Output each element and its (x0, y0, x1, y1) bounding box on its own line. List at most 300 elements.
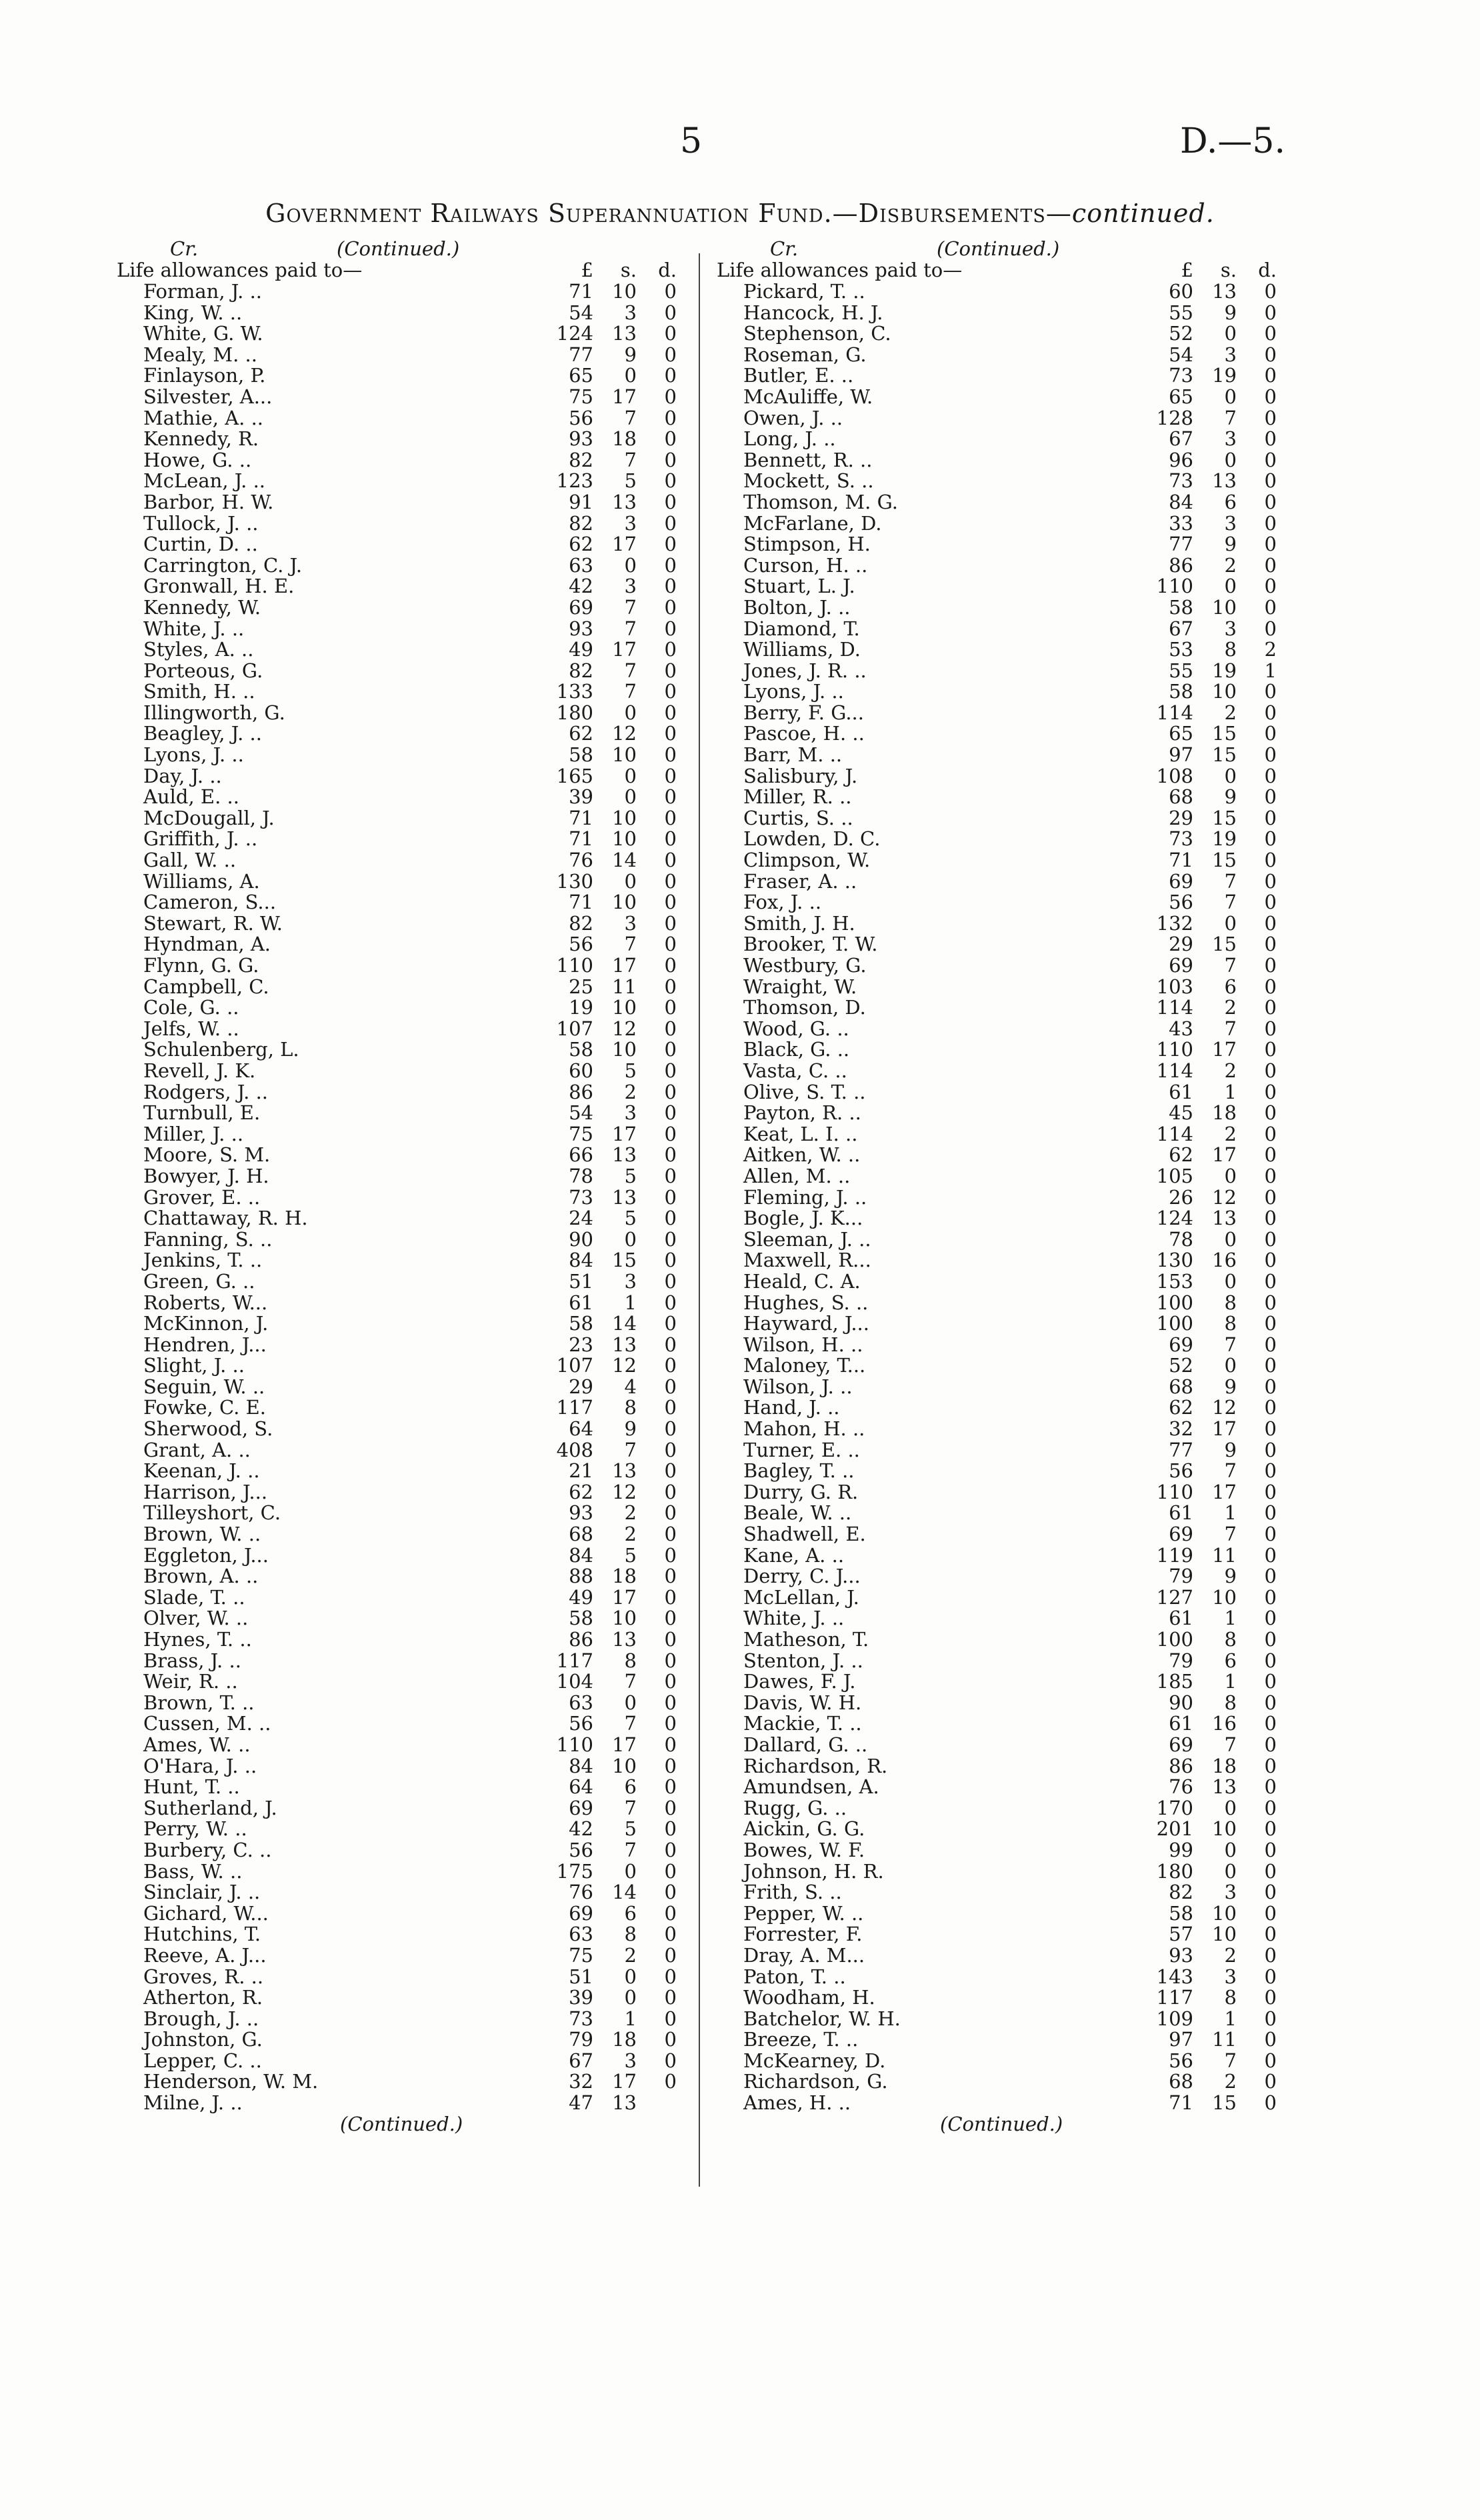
cr-label: Cr. (770, 237, 799, 260)
recipient-name: Dawes, F. J. (743, 1670, 856, 1693)
amount-pounds: 132 (1156, 911, 1193, 935)
amount-pence: 0 (1264, 827, 1277, 851)
amount-pence: 0 (664, 1038, 677, 1061)
recipient-name: O'Hara, J. .. (143, 1754, 257, 1777)
page-number: 5 (680, 121, 703, 161)
allowance-row (117, 639, 690, 661)
amount-shillings: 3 (624, 2049, 637, 2072)
page-title (0, 199, 1480, 228)
amount-pence: 0 (664, 911, 677, 935)
recipient-name: Stewart, R. W. (143, 911, 283, 935)
amount-pence: 0 (1264, 954, 1277, 977)
allowance-row (117, 850, 690, 871)
amount-shillings: 7 (1224, 869, 1237, 893)
amount-pounds: 104 (556, 1670, 593, 1693)
allowance-row (117, 1229, 690, 1251)
amount-pounds: 57 (1169, 1923, 1193, 1946)
allowance-row (717, 1124, 1290, 1145)
recipient-name: McLean, J. .. (143, 469, 266, 493)
amount-pounds: 408 (556, 1438, 593, 1461)
allowance-row (117, 597, 690, 619)
amount-shillings: 5 (624, 1207, 637, 1230)
amount-shillings: 0 (1224, 1859, 1237, 1883)
amount-pence: 0 (1264, 996, 1277, 1019)
amount-pounds: 19 (569, 996, 593, 1019)
amount-pence: 0 (664, 427, 677, 451)
recipient-name: Illingworth, G. (143, 701, 285, 724)
amount-pounds: 84 (569, 1249, 593, 1272)
recipient-name: Bowyer, J. H. (143, 1164, 269, 1187)
amount-pence: 0 (1264, 722, 1277, 745)
allowance-row (717, 1566, 1290, 1587)
amount-pence: 0 (664, 1543, 677, 1567)
amount-pounds: 82 (569, 511, 593, 535)
allowance-row (717, 1735, 1290, 1756)
amount-pounds: 63 (569, 1923, 593, 1946)
amount-pence: 0 (1264, 1775, 1277, 1799)
amount-shillings: 15 (1212, 806, 1237, 829)
allowance-row (117, 1756, 690, 1777)
amount-pounds: 73 (1169, 364, 1193, 387)
amount-pence: 0 (664, 975, 677, 998)
amount-pounds: 55 (1169, 301, 1193, 324)
amount-pounds: 201 (1156, 1817, 1193, 1841)
amount-pounds: 64 (569, 1417, 593, 1441)
allowance-row (717, 1693, 1290, 1714)
amount-shillings: 17 (612, 638, 637, 661)
amount-pence: 0 (664, 1733, 677, 1756)
amount-pounds: 62 (569, 1480, 593, 1503)
amount-pence: 0 (1264, 1038, 1277, 1061)
recipient-name: Richardson, R. (743, 1754, 888, 1777)
amount-pence: 0 (664, 1943, 677, 1967)
allowance-row (117, 1587, 690, 1609)
recipient-name: Jones, J. R. .. (743, 659, 867, 682)
recipient-name: Thomson, D. (743, 996, 866, 1019)
amount-shillings: 17 (612, 2070, 637, 2093)
allowance-row (717, 808, 1290, 829)
amount-pence: 0 (1264, 1733, 1277, 1756)
allowance-row (117, 661, 690, 682)
amount-pounds: 56 (1169, 891, 1193, 914)
amount-pence: 0 (1264, 2070, 1277, 2093)
allowance-row (717, 429, 1290, 450)
allowance-row (717, 892, 1290, 913)
recipient-name: Bass, W. .. (143, 1859, 243, 1883)
allowance-row (717, 619, 1290, 640)
amount-pounds: 56 (569, 1712, 593, 1735)
recipient-name: Slade, T. .. (143, 1585, 245, 1609)
amount-pounds: 56 (569, 1838, 593, 1861)
amount-shillings: 18 (612, 427, 637, 451)
amount-pounds: 60 (569, 1059, 593, 1082)
amount-pounds: 117 (556, 1396, 593, 1419)
allowance-row (717, 1271, 1290, 1293)
amount-pounds: 63 (569, 553, 593, 577)
amount-shillings: 2 (1224, 1943, 1237, 1967)
amount-pence: 0 (1264, 1438, 1277, 1461)
amount-pounds: 54 (569, 1101, 593, 1125)
allowance-row (117, 1461, 690, 1482)
allowance-row (117, 1924, 690, 1945)
recipient-name: Brown, T. .. (143, 1691, 255, 1714)
amount-pounds: 71 (1169, 849, 1193, 872)
amount-pounds: 110 (1156, 1480, 1193, 1503)
amount-shillings: 0 (624, 1227, 637, 1251)
amount-pence: 0 (1264, 553, 1277, 577)
recipient-name: McAuliffe, W. (743, 385, 873, 408)
amount-pounds: 58 (569, 1038, 593, 1061)
amount-pence: 0 (1264, 1080, 1277, 1103)
recipient-name: Stuart, L. J. (743, 575, 855, 598)
cr-label: Cr. (170, 237, 199, 260)
allowance-row (117, 1945, 690, 1967)
recipient-name: Lyons, J. .. (743, 680, 844, 703)
amount-pence: 0 (1264, 1859, 1277, 1883)
amount-pence: 0 (1264, 1881, 1277, 1904)
allowance-row (117, 703, 690, 724)
amount-pounds: 67 (569, 2049, 593, 2072)
allowance-row (717, 1397, 1290, 1419)
amount-pence: 0 (664, 1986, 677, 2009)
amount-shillings: 13 (612, 2091, 637, 2115)
allowance-row (717, 1503, 1290, 1524)
amount-shillings: 2 (1224, 1122, 1237, 1145)
recipient-name: Smith, J. H. (743, 911, 855, 935)
recipient-name: Matheson, T. (743, 1628, 869, 1651)
amount-shillings: 0 (1224, 322, 1237, 345)
amount-pounds: 75 (569, 1122, 593, 1145)
right-allowance-list (717, 281, 1290, 2114)
allowance-row (717, 1187, 1290, 1209)
amount-pence: 0 (664, 2007, 677, 2030)
amount-pounds: 24 (569, 1207, 593, 1230)
amount-pence: 0 (664, 1859, 677, 1883)
recipient-name: Auld, E. .. (143, 785, 239, 809)
allowance-row (717, 681, 1290, 703)
amount-pounds: 93 (569, 1501, 593, 1525)
amount-pence: 0 (664, 1965, 677, 1988)
allowance-row (717, 408, 1290, 429)
amount-shillings: 7 (624, 1438, 637, 1461)
recipient-name: Kane, A. .. (743, 1543, 845, 1567)
amount-pence: 0 (1264, 1838, 1277, 1861)
amount-pence: 0 (1264, 743, 1277, 767)
amount-pounds: 170 (1156, 1796, 1193, 1819)
allowance-row (117, 1967, 690, 1988)
amount-pence: 0 (664, 1712, 677, 1735)
allowance-row (717, 1987, 1290, 2009)
recipient-name: Jenkins, T. .. (143, 1249, 263, 1272)
amount-pounds: 26 (1169, 1185, 1193, 1209)
amount-pence: 0 (664, 1375, 677, 1398)
allowance-row (117, 1271, 690, 1293)
recipient-name: Pickard, T. .. (743, 280, 865, 303)
recipient-name: Breeze, T. .. (743, 2028, 859, 2051)
recipient-name: Barr, M. .. (743, 743, 843, 767)
amount-pence: 0 (1264, 1817, 1277, 1841)
recipient-name: McKinnon, J. (143, 1312, 269, 1335)
amount-shillings: 1 (1224, 1607, 1237, 1630)
amount-pence: 0 (1264, 1986, 1277, 2009)
amount-pence: 0 (1264, 1269, 1277, 1293)
amount-pounds: 56 (1169, 1459, 1193, 1483)
amount-pounds: 61 (569, 1291, 593, 1314)
amount-pounds: 56 (1169, 2049, 1193, 2072)
amount-shillings: 5 (624, 1059, 637, 1082)
amount-shillings: 13 (612, 1628, 637, 1651)
recipient-name: Henderson, W. M. (143, 2070, 319, 2093)
amount-pence: 0 (664, 701, 677, 724)
amount-pence: 0 (1264, 406, 1277, 429)
amount-pence: 0 (1264, 806, 1277, 829)
recipient-name: Ames, H. .. (743, 2091, 851, 2115)
amount-pence: 0 (664, 385, 677, 408)
amount-pence: 0 (664, 1923, 677, 1946)
amount-shillings: 10 (1212, 1817, 1237, 1841)
recipient-name: Carrington, C. J. (143, 553, 303, 577)
recipient-name: Wilson, H. .. (743, 1333, 863, 1356)
amount-pounds: 73 (1169, 469, 1193, 493)
recipient-name: Roseman, G. (743, 343, 867, 366)
recipient-name: Williams, D. (743, 638, 861, 661)
shillings-header: s. (620, 259, 637, 281)
recipient-name: Miller, R. .. (743, 785, 852, 809)
amount-shillings: 14 (612, 849, 637, 872)
amount-pounds: 91 (569, 490, 593, 513)
amount-pounds: 71 (569, 827, 593, 851)
recipient-name: Brown, W. .. (143, 1523, 261, 1546)
recipient-name: Dallard, G. .. (743, 1733, 868, 1756)
amount-pence: 0 (1264, 701, 1277, 724)
allowance-row (717, 365, 1290, 387)
amount-pence: 0 (664, 1501, 677, 1525)
recipient-name: Seguin, W. .. (143, 1375, 265, 1398)
amount-pence: 0 (664, 1080, 677, 1103)
allowance-row (117, 997, 690, 1019)
amount-shillings: 18 (1212, 1754, 1237, 1777)
amount-pence: 0 (664, 301, 677, 324)
allowance-row (717, 934, 1290, 955)
allowance-row (117, 1482, 690, 1503)
allowance-row (717, 1882, 1290, 1903)
allowance-row (117, 2051, 690, 2072)
allowance-row (717, 850, 1290, 871)
allowance-row (717, 1608, 1290, 1629)
amount-pence: 0 (664, 1207, 677, 1230)
allowance-row (717, 1355, 1290, 1377)
amount-pence: 2 (1264, 638, 1277, 661)
amount-shillings: 12 (612, 722, 637, 745)
amount-pence: 0 (664, 1333, 677, 1356)
allowance-row (117, 1124, 690, 1145)
amount-shillings: 0 (624, 785, 637, 809)
amount-pounds: 52 (1169, 1354, 1193, 1377)
allowance-row (117, 429, 690, 450)
amount-shillings: 13 (612, 1459, 637, 1483)
title-main: Government Railways Superannuation Fund.—Disbursements— (265, 199, 1072, 228)
amount-shillings: 0 (624, 364, 637, 387)
allowance-row (117, 766, 690, 787)
amount-pence: 0 (1264, 1207, 1277, 1230)
amount-pence: 0 (664, 1691, 677, 1714)
recipient-name: Johnston, G. (143, 2028, 263, 2051)
allowance-row (117, 1208, 690, 1229)
allowance-row (117, 1019, 690, 1040)
amount-pounds: 73 (569, 1185, 593, 1209)
amount-pence: 0 (664, 1396, 677, 1419)
amount-pence: 0 (664, 448, 677, 471)
amount-shillings: 9 (1224, 301, 1237, 324)
amount-pounds: 86 (569, 1628, 593, 1651)
amount-pounds: 61 (1169, 1712, 1193, 1735)
allowance-row (717, 787, 1290, 808)
allowance-row (717, 1377, 1290, 1398)
amount-pence: 0 (1264, 975, 1277, 998)
amount-shillings: 1 (1224, 2007, 1237, 2030)
right-column-heading (717, 239, 1290, 260)
amount-pence: 0 (1264, 1965, 1277, 1988)
allowance-row (717, 871, 1290, 893)
allowance-row (117, 1503, 690, 1524)
recipient-name: Atherton, R. (143, 1986, 263, 2009)
left-allowance-list (117, 281, 690, 2114)
allowance-row (117, 1693, 690, 1714)
amount-pence: 0 (664, 1459, 677, 1483)
allowance-row (717, 2071, 1290, 2093)
amount-shillings: 7 (624, 406, 637, 429)
allowance-row (717, 1945, 1290, 1967)
amount-pounds: 68 (1169, 1375, 1193, 1398)
allowance-row (117, 1250, 690, 1271)
allowance-row (117, 1039, 690, 1061)
amount-pence: 0 (664, 1269, 677, 1293)
amount-pence: 0 (1264, 680, 1277, 703)
amount-shillings: 12 (612, 1480, 637, 1503)
recipient-name: Lepper, C. .. (143, 2049, 262, 2072)
amount-pence: 0 (1264, 1943, 1277, 1967)
amount-pounds: 96 (1169, 448, 1193, 471)
amount-pounds: 23 (569, 1333, 593, 1356)
amount-pounds: 58 (569, 1312, 593, 1335)
recipient-name: Shadwell, E. (743, 1523, 866, 1546)
amount-pence: 0 (664, 1754, 677, 1777)
amount-pounds: 180 (556, 701, 593, 724)
amount-pounds: 69 (569, 595, 593, 619)
allowance-row (117, 450, 690, 471)
amount-pounds: 58 (1169, 595, 1193, 619)
amount-shillings: 0 (1224, 385, 1237, 408)
recipient-name: McLellan, J. (743, 1585, 859, 1609)
allowance-row (117, 913, 690, 935)
allowance-row (117, 576, 690, 597)
recipient-name: Hand, J. .. (743, 1396, 840, 1419)
recipient-name: Mackie, T. .. (743, 1712, 862, 1735)
amount-shillings: 0 (624, 701, 637, 724)
amount-pounds: 25 (569, 975, 593, 998)
amount-pence: 0 (1264, 1754, 1277, 1777)
amount-shillings: 0 (624, 1691, 637, 1714)
pounds-header: £ (1181, 259, 1193, 281)
amount-pence: 0 (1264, 1396, 1277, 1419)
recipient-name: Johnson, H. R. (743, 1859, 884, 1883)
recipient-name: Wilson, J. .. (743, 1375, 853, 1398)
allowance-row (717, 576, 1290, 597)
amount-shillings: 3 (624, 1101, 637, 1125)
amount-shillings: 18 (612, 2028, 637, 2051)
amount-shillings: 0 (1224, 575, 1237, 598)
amount-pence: 0 (1264, 1122, 1277, 1145)
amount-shillings: 8 (1224, 1691, 1237, 1714)
recipient-name: Pascoe, H. .. (743, 722, 865, 745)
amount-shillings: 7 (1224, 1459, 1237, 1483)
recipient-name: Sutherland, J. (143, 1796, 277, 1819)
amount-pounds: 100 (1156, 1291, 1193, 1314)
recipient-name: Mockett, S. .. (743, 469, 874, 493)
amount-shillings: 3 (624, 575, 637, 598)
amount-pounds: 82 (569, 659, 593, 682)
allowance-row (117, 2071, 690, 2093)
amount-pounds: 29 (1169, 933, 1193, 956)
pounds-header: £ (581, 259, 593, 281)
amount-pence: 0 (1264, 595, 1277, 619)
amount-shillings: 8 (1224, 1291, 1237, 1314)
amount-shillings: 3 (1224, 511, 1237, 535)
allowance-row (717, 471, 1290, 492)
amount-pounds: 175 (556, 1859, 593, 1883)
recipient-name: Tullock, J. .. (143, 511, 259, 535)
allowance-row (717, 1545, 1290, 1567)
pence-header: d. (658, 259, 677, 281)
allowance-row (117, 408, 690, 429)
recipient-name: Vasta, C. .. (743, 1059, 847, 1082)
amount-shillings: 10 (1212, 595, 1237, 619)
amount-pounds: 75 (569, 1943, 593, 1967)
recipient-name: Curtis, S. .. (743, 806, 853, 829)
recipient-name: Brass, J. .. (143, 1649, 241, 1672)
amount-pence: 0 (1264, 764, 1277, 787)
amount-pence: 0 (1264, 1375, 1277, 1398)
amount-pounds: 49 (569, 1585, 593, 1609)
amount-pounds: 77 (569, 343, 593, 366)
amount-pence: 0 (1264, 911, 1277, 935)
amount-pounds: 56 (569, 933, 593, 956)
amount-pence: 0 (664, 996, 677, 1019)
amount-shillings: 7 (1224, 406, 1237, 429)
recipient-name: Salisbury, J. (743, 764, 858, 787)
amount-pence: 0 (1264, 301, 1277, 324)
recipient-name: Bowes, W. F. (743, 1838, 865, 1861)
amount-shillings: 13 (612, 322, 637, 345)
allowance-row (717, 387, 1290, 408)
amount-shillings: 9 (1224, 785, 1237, 809)
allowance-row (117, 808, 690, 829)
amount-pence: 0 (664, 933, 677, 956)
amount-shillings: 3 (1224, 1881, 1237, 1904)
allowance-row (117, 1397, 690, 1419)
amount-pence: 0 (664, 595, 677, 619)
allowance-row (117, 1882, 690, 1903)
recipient-name: Hunt, T. .. (143, 1775, 240, 1799)
amount-shillings: 7 (1224, 954, 1237, 977)
amount-pence: 0 (1264, 785, 1277, 809)
amount-pounds: 51 (569, 1965, 593, 1988)
continued-footer: (Continued.) (340, 2112, 463, 2135)
allowance-row (717, 345, 1290, 366)
amount-pence: 0 (664, 1438, 677, 1461)
amount-pence: 0 (1264, 364, 1277, 387)
amount-pounds: 79 (1169, 1649, 1193, 1672)
